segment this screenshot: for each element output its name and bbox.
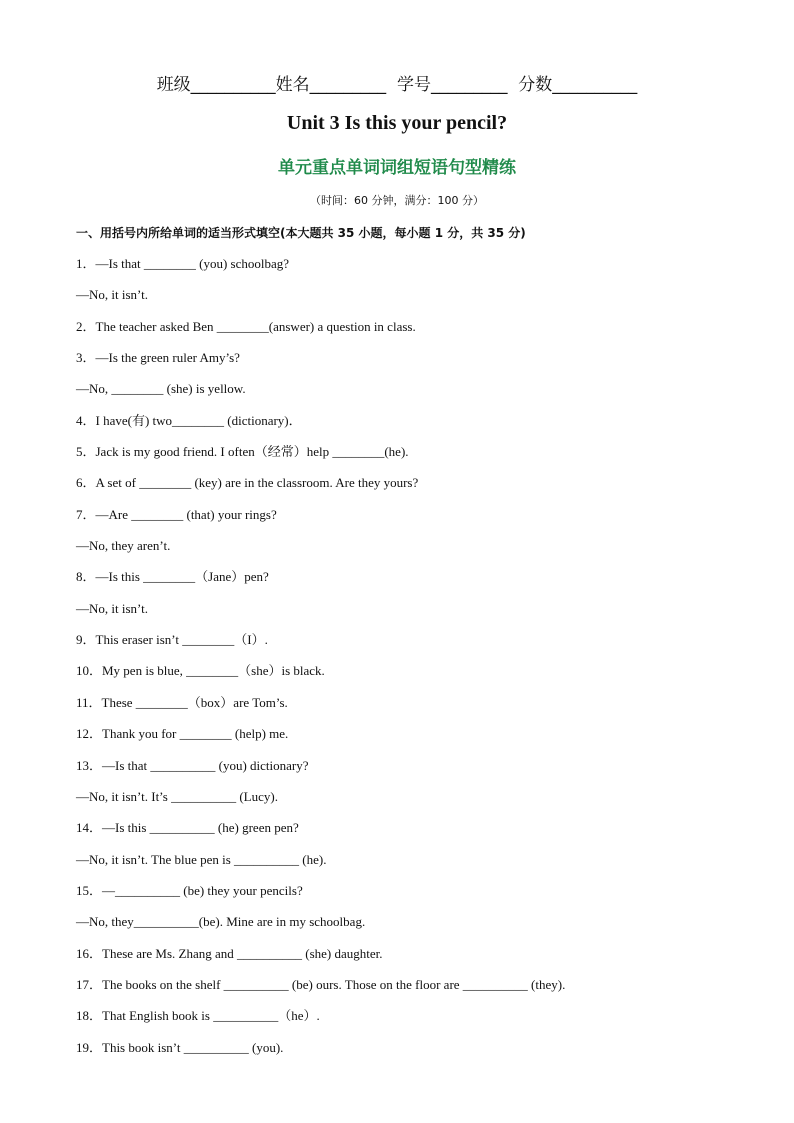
question-line: —No, they aren’t. (76, 538, 171, 554)
question-line: 19．This book isn’t __________ (you). (76, 1039, 284, 1055)
question-line: 6．A set of ________ (key) are in the classroom. Are they yours? (76, 475, 419, 491)
question-line: 12．Thank you for ________ (help) me. (76, 726, 289, 742)
question-line: 14．—Is this __________ (he) green pen? (76, 820, 299, 836)
question-line: —No, it isn’t. (76, 600, 148, 616)
question-line: 9．This eraser isn’t ________（I）. (76, 632, 268, 648)
question-line: 11．These ________（box）are Tom’s. (76, 694, 288, 710)
question-line: 16．These are Ms. Zhang and __________ (she) daughter. (76, 945, 383, 961)
question-line: —No, it isn’t. The blue pen is __________ (he). (76, 851, 327, 867)
question-line: 2．The teacher asked Ben ________(answer) a question in class. (76, 318, 416, 334)
question-line: —No, it isn’t. It’s __________ (Lucy). (76, 788, 278, 804)
question-line: 3．—Is the green ruler Amy’s? (76, 350, 240, 366)
question-list (76, 255, 756, 1070)
question-line: 17．The books on the shelf __________ (be) ours. Those on the floor are __________ (they). (76, 976, 566, 992)
question-line: 10．My pen is blue, ________（she）is black. (76, 663, 325, 679)
page-subtitle: 单元重点单词词组短语句型精练 (278, 158, 516, 178)
question-line: 5．Jack is my good friend. I often（经常）help ________(he). (76, 444, 409, 460)
question-line: 8．—Is this ________（Jane）pen? (76, 569, 269, 585)
time-info: （时间：60 分钟，满分：100 分） (310, 194, 484, 207)
question-line: 4．I have(有) two________ (dictionary)． (76, 412, 302, 428)
question-line: —No, they__________(be). Mine are in my schoolbag. (76, 914, 366, 930)
question-line: 1．—Is that ________ (you) schoolbag? (76, 256, 290, 271)
section-heading: 一、用括号内所给单词的适当形式填空(本大题共 35 小题，每小题 1 分，共 35 分) (76, 226, 526, 240)
question-line: 13．—Is that __________ (you) dictionary? (76, 757, 309, 773)
question-line: 7．—Are ________ (that) your rings? (76, 506, 277, 522)
student-info-header: 班级__________姓名_________ 学号_________ 分数__________ (156, 75, 638, 95)
question-line: —No, ________ (she) is yellow. (76, 381, 246, 397)
page-title: Unit 3 Is this your pencil? (286, 112, 508, 134)
question-line: 18．That English book is __________（he）. (76, 1008, 320, 1024)
question-line: 15．—__________ (be) they your pencils? (76, 882, 303, 898)
question-line: —No, it isn’t. (76, 287, 148, 303)
